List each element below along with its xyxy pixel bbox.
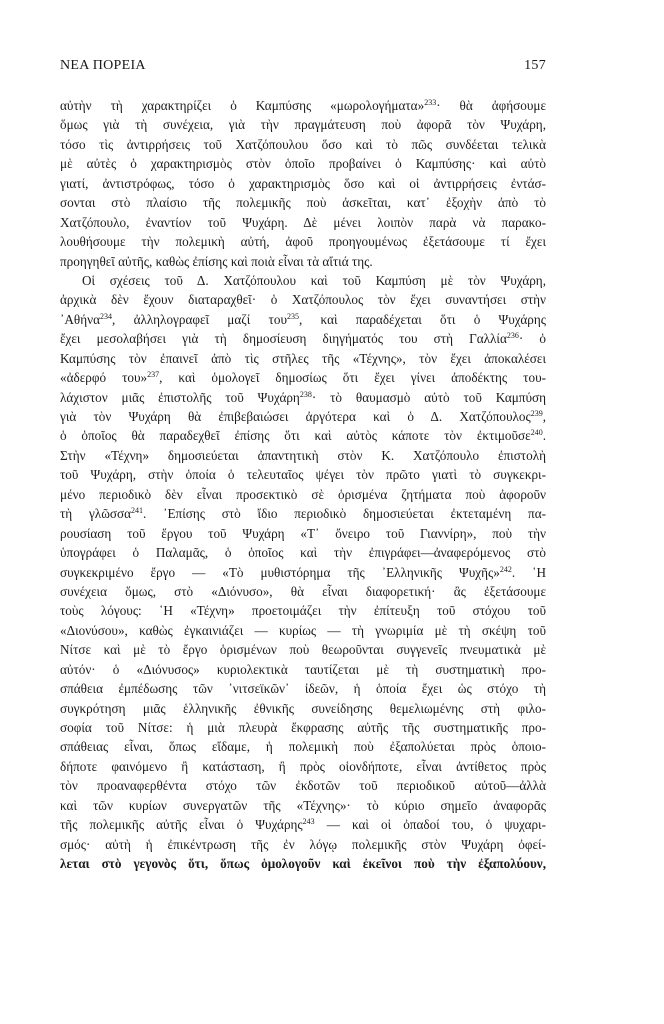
text-segment: προηγηθεῖ αὐτῆς, καθὼς ἐπίσης καὶ ποιὰ εἶναι τὰ αἴτιά της. — [60, 253, 373, 269]
text-line — [60, 96, 546, 115]
text-segment: τοῦ Ψυχάρη, στὴν ὁποία ὁ τελευταῖος ψέγει τὸν πρῶτο γιατὶ τὸ συγκεκρι- — [60, 467, 546, 483]
text-segment: σμός· αὐτὴ ἡ ἐπικέντρωση τῆς ἐν λόγῳ πολεμικῆς στὸν Ψυχάρη ὀφεί- — [60, 836, 546, 852]
text-segment: , καὶ παραδέχεται ὅτι ὁ Ψυχάρης — [298, 311, 546, 327]
text-segment: Στὴν «Τέχνη» δημοσιεύεται ἀπαντητικὴ στὸν Κ. Χατζόπουλο ἐπιστολὴ — [60, 447, 546, 463]
text-segment: συγκεκριμένο ἔργο — «Τὸ μυθιστόρημα τῆς ᾽Ελληνικῆς Ψυχῆς» — [60, 564, 500, 580]
text-line — [60, 174, 546, 193]
text-segment: μὲ αὐτὲς ὁ χαρακτηρισμὸς στὸν ὁποῖο προβαίνει ὁ Καμπύσης· καὶ αὐτὸ — [60, 156, 546, 172]
text-segment: σοφία τοῦ Νίτσε: ἡ μιὰ πλευρὰ ἔκφρασης αὐτῆς τῆς συστηματικῆς προ- — [60, 720, 546, 735]
text-segment: ᾽Αθήνα — [60, 311, 101, 327]
text-segment: τὸν προαναφερθέντα στόχο τῶν ἐκδοτῶν τοῦ περιοδικοῦ αὐτοῦ—ἀλλὰ — [60, 778, 546, 794]
text-segment: · ὁ — [518, 331, 546, 347]
running-header — [60, 58, 546, 74]
text-segment: ἀρχικὰ δὲν ἔχουν διαταραχθεῖ· ὁ Χατζόπουλος τὸν ἔχει συναντήσει στὴν — [60, 292, 546, 308]
text-line — [60, 699, 546, 718]
text-segment: ἔχει μεσολαβήσει γιὰ τὴ δημοσίευση διηγήματός του στὴ Γαλλία — [60, 331, 507, 347]
text-line — [60, 446, 546, 465]
footnote-ref: 233 — [424, 98, 437, 107]
footnote-ref: 238 — [299, 389, 312, 399]
text-line — [60, 776, 546, 795]
footnote-ref: 239 — [530, 409, 543, 418]
page-number: 157 — [524, 58, 546, 73]
text-segment: τόσο τὶς ἀντιρρήσεις τοῦ Χατζόπουλου ὅσο καὶ τὸ πῶς συνδέεται τελικὰ — [60, 136, 546, 152]
text-line — [60, 660, 546, 679]
text-line — [60, 388, 546, 407]
text-segment: αὐτόν· ὁ «Διόνυσος» κυριολεκτικὰ ταυτίζεται μὲ τὴ συστηματικὴ προ- — [60, 661, 546, 677]
text-line — [60, 854, 546, 873]
footnote-ref: 243 — [302, 817, 315, 827]
text-segment: «ἀδερφό του» — [60, 370, 148, 386]
text-line — [60, 601, 546, 620]
body-text — [60, 96, 546, 874]
text-line — [60, 193, 546, 212]
text-segment: , καὶ ὁμολογεῖ δημοσίως ὅτι ἔχει γίνει ἀποδέκτης του- — [159, 370, 546, 386]
footnote-ref: 240 — [530, 428, 543, 438]
journal-title: ΝΕΑ ΠΟΡΕΙΑ — [60, 58, 146, 73]
text-segment: . — [542, 428, 546, 444]
text-line — [60, 835, 546, 854]
text-line — [60, 485, 546, 504]
text-line — [60, 621, 546, 640]
text-line — [60, 349, 546, 368]
text-segment: σπάθεια ἐμπέδωσης τῶν ᾽νιτσεϊκῶν᾽ ἰδεῶν, ἡ ὁποία ἔχει ὡς στόχο τὴ — [60, 681, 546, 697]
text-segment: γιατί, ἀντιστρόφως, τόσο ὁ χαρακτηρισμὸς ὅσο καὶ οἱ ἀντιρρήσεις ἐντάσ- — [60, 175, 546, 191]
text-line — [60, 368, 546, 387]
text-line — [60, 757, 546, 776]
text-line — [60, 524, 546, 543]
text-line — [60, 213, 546, 232]
text-segment: , ἀλληλογραφεῖ μαζί του — [112, 311, 287, 327]
text-line — [60, 290, 546, 309]
text-segment: Νίτσε καὶ μὲ τὸ ἔργο ὁρισμένων ποὺ θεωροῦνται συγγενεῖς πνευματικὰ μὲ — [60, 642, 546, 658]
text-segment: ρουσίαση τοῦ ἔργου τοῦ Ψυχάρη «Τ᾽ ὄνειρο τοῦ Γιαννίρη», ποὺ τὴν — [60, 525, 546, 541]
text-line — [60, 154, 546, 173]
text-segment: . ῾Η — [511, 564, 546, 580]
text-segment: , — [542, 409, 546, 424]
text-segment: σπάθειας εἶναι, ὅπως εἴδαμε, ἡ πολεμικὴ ποὺ ἐξαπολύεται πρὸς ὁποιο- — [60, 739, 546, 755]
text-segment: δήποτε φαινόμενο ἢ κατάσταση, ἢ πρὸς οἱονδήποτε, εἶναι ἀντίθετος πρὸς — [60, 758, 546, 774]
text-segment: λουθήσουμε τὴν πολεμικὴ αὐτή, ἀφοῦ προηγουμένως ἐξετάσουμε τί ἔχει — [60, 234, 546, 250]
footnote-ref: 236 — [506, 331, 519, 341]
text-segment: σονται στὸ πλαίσιο τῆς πολεμικῆς ποὺ ἀσκεῖται, κατ᾽ ἐξοχὴν ἀπὸ τὸ — [60, 195, 546, 211]
text-segment: τῆς πολεμικῆς αὐτῆς εἶναι ὁ Ψυχάρης — [60, 817, 303, 833]
footnote-ref: 241 — [131, 506, 144, 516]
text-segment: · τὸ θαυμασμὸ αὐτὸ τοῦ Καμπύση — [311, 389, 546, 405]
text-segment: ὅμως γιὰ τὴ συνέχεια, γιὰ τὴν πραγμάτευση ποὺ ἀφορᾶ τὸν Ψυχάρη, — [60, 117, 546, 133]
text-segment: ὁ ὁποῖος θὰ παραδεχθεῖ ἐπίσης ὅτι καὶ αὐτὸς κάποτε τὸν ἐκτιμοῦσε — [60, 428, 531, 444]
text-line — [60, 679, 546, 698]
text-line — [60, 465, 546, 484]
text-line — [60, 737, 546, 756]
text-line — [60, 504, 546, 523]
text-line — [60, 718, 546, 737]
text-line — [60, 407, 546, 426]
footnote-ref: 237 — [147, 370, 160, 380]
text-line — [60, 563, 546, 582]
text-segment: καὶ τῶν κυρίων συνεργατῶν τῆς «Τέχνης»· τὸ κύριο σημεῖο ἀναφορᾶς — [60, 797, 546, 813]
text-segment: λάχιστον μιᾶς ἐπιστολῆς τοῦ Ψυχάρη — [60, 389, 300, 405]
text-segment: λεται στὸ γεγονὸς ὅτι, ὅπως ὁμολογοῦν καὶ ἐκεῖνοι ποὺ τὴν ἐξαπολύουν, — [60, 856, 546, 872]
text-line — [60, 271, 546, 290]
text-line — [60, 232, 546, 251]
text-segment: συνέχεια ὅμως, στὸ «Διόνυσο», θὰ εἶναι διαφορετική· ἂς ἐξετάσουμε — [60, 583, 546, 599]
text-line — [60, 640, 546, 659]
text-segment: συγκρότηση μιᾶς ἑλληνικῆς ἐθνικῆς συνείδησης θεμελιωμένης στὴ φιλο- — [60, 700, 546, 716]
text-segment: τοὺς λόγους: ῾Η «Τέχνη» προετοιμάζει τὴν ἐπίτευξη τοῦ στόχου τοῦ — [60, 603, 546, 619]
text-segment: αὐτὴν τὴ χαρακτηρίζει ὁ Καμπύσης «μωρολογήματα» — [60, 98, 425, 113]
text-segment: . ᾽Επίσης στὸ ἴδιο περιοδικὸ δημοσιεύεται ἐκτεταμένη πα- — [143, 506, 546, 522]
footnote-ref: 242 — [499, 564, 512, 574]
text-line — [60, 815, 546, 834]
text-line — [60, 252, 546, 271]
text-segment: τὴ γλῶσσα — [60, 506, 132, 522]
text-segment: — καὶ οἱ ὀπαδοί του, ὁ ψυχαρι- — [314, 817, 546, 833]
text-line — [60, 796, 546, 815]
text-segment: Οἱ σχέσεις τοῦ Δ. Χατζόπουλου καὶ τοῦ Καμπύση μὲ τὸν Ψυχάρη, — [82, 272, 546, 288]
text-line — [60, 135, 546, 154]
text-line — [60, 426, 546, 445]
text-segment: · θὰ ἀφήσουμε — [436, 98, 547, 113]
footnote-ref: 234 — [100, 311, 113, 321]
text-line — [60, 582, 546, 601]
text-segment: «Διονύσου», καθὼς ἐγκαινιάζει — κυρίως — τὴ γνωριμία μὲ τὴ σκέψη τοῦ — [60, 622, 546, 638]
text-segment: μένο περιοδικὸ δὲν εἶναι προσεκτικὸ σὲ ὁρισμένα ζητήματα ποὺ ἀφοροῦν — [60, 486, 546, 502]
text-segment: ὑπογράφει ὁ Παλαμᾶς, ὁ ὁποῖος καὶ τὴν ἐπιγράφει—ἀναφερόμενος στὸ — [60, 545, 546, 561]
text-segment: Καμπύσης τὸν ἐπαινεῖ ἀπὸ τὶς στῆλες τῆς «Τέχνης», τὸν ἔχει ἀποκαλέσει — [60, 350, 546, 366]
text-segment: Χατζόπουλο, ἐναντίον τοῦ Ψυχάρη. Δὲ μένει λοιπὸν παρὰ νὰ παρακο- — [60, 214, 546, 230]
text-line — [60, 329, 546, 348]
text-line — [60, 115, 546, 134]
text-segment: γιὰ τὸν Ψυχάρη θὰ ἐπιβεβαιώσει ἀργότερα καὶ ὁ Δ. Χατζόπουλος — [60, 409, 531, 424]
footnote-ref: 235 — [286, 311, 299, 321]
text-line — [60, 310, 546, 329]
text-line — [60, 543, 546, 562]
